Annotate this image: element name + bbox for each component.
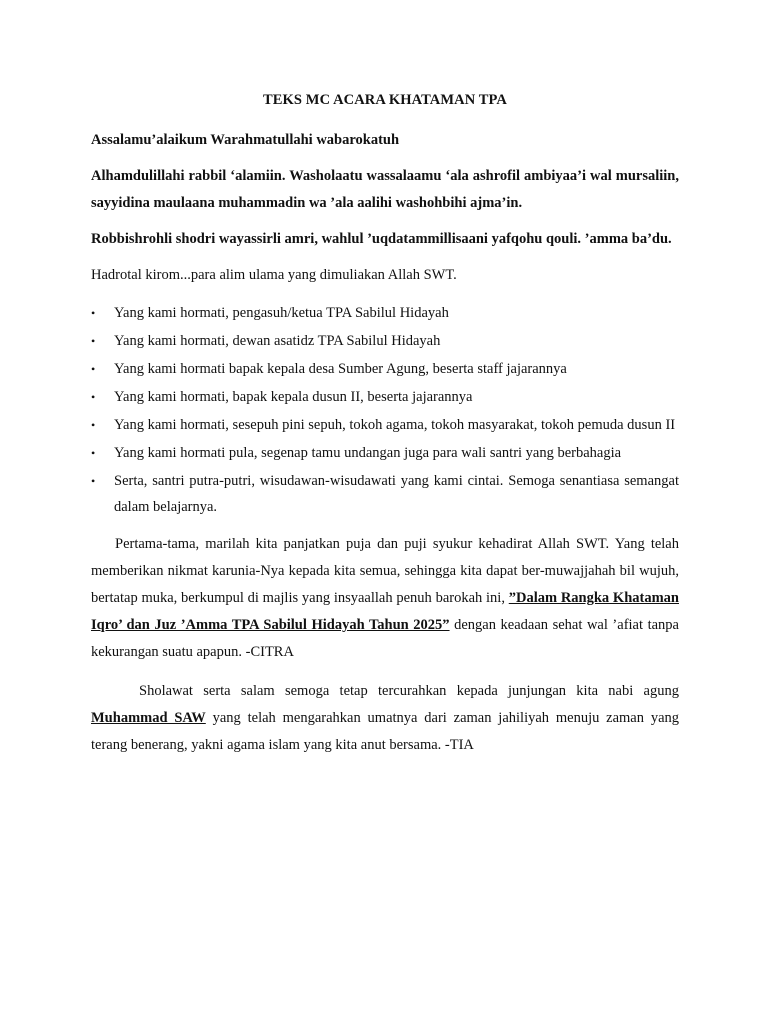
paragraph-opening-thanks <box>91 531 679 666</box>
bullet-icon: • <box>91 362 96 376</box>
document-page <box>91 92 679 759</box>
bullet-icon: • <box>91 418 96 432</box>
list-item-text: Yang kami hormati pula, segenap tamu undangan juga para wali santri yang berbahagia <box>114 445 622 461</box>
list-item <box>91 468 679 520</box>
list-item-text: Serta, santri putra-putri, wisudawan-wisudawati yang kami cintai. Semoga senantiasa semangat dalam belajarnya. <box>114 473 679 515</box>
paragraph-text: dengan keadaan sehat wal ’afiat tanpa kekurangan suatu apapun. -CITRA <box>91 617 679 660</box>
event-name-emphasis: ”Dalam Rangka Khataman Iqro’ dan Juz ’Amma TPA Sabilul Hidayah Tahun 2025” <box>91 590 679 633</box>
list-item-text: Yang kami hormati, dewan asatidz TPA Sabilul Hidayah <box>114 333 441 349</box>
list-item <box>91 440 679 466</box>
respects-list <box>91 300 679 520</box>
list-item <box>91 356 679 382</box>
greeting: Assalamu’alaikum Warahmatullahi wabarokatuh <box>91 132 400 148</box>
document-title: TEKS MC ACARA KHATAMAN TPA <box>262 92 507 108</box>
paragraph-text: Sholawat serta salam semoga tetap tercurahkan kepada junjungan kita nabi agung <box>139 683 679 699</box>
prophet-name-emphasis: Muhammad SAW <box>91 710 206 726</box>
list-item <box>91 384 679 410</box>
opening-praise: Alhamdulillahi rabbil ‘alamiin. Washolaatu wassalaamu ‘ala ashrofil ambiyaa’i wal mursaliin, sayyidina maulaana muhammadin wa ’ala aalihi washohbihi ajma’in. <box>91 168 679 211</box>
bullet-icon: • <box>91 306 96 320</box>
bullet-icon: • <box>91 446 96 460</box>
bullet-icon: • <box>91 390 96 404</box>
list-item-text: Yang kami hormati, bapak kepala dusun II, beserta jajarannya <box>114 389 473 405</box>
list-item-text: Yang kami hormati, sesepuh pini sepuh, tokoh agama, tokoh masyarakat, tokoh pemuda dusun II <box>114 417 676 433</box>
paragraph-text: Pertama-tama, marilah kita panjatkan puja dan puji syukur kehadirat Allah SWT. Yang telah memberikan nikmat karunia-Nya kepada kita semua, sehingga kita dapat ber-muwajjahah bil wujuh, bertatap muka, berkumpul di majlis yang insyaallah penuh barokah ini, <box>91 536 679 606</box>
bullet-icon: • <box>91 334 96 348</box>
list-item <box>91 300 679 326</box>
opening-prayer: Robbishrohli shodri wayassirli amri, wahlul ’uqdatammillisaani yafqohu qouli. ’amma ba’du. <box>91 231 672 247</box>
bullet-icon: • <box>91 474 96 488</box>
paragraph-sholawat <box>91 678 679 759</box>
address-line: Hadrotal kirom...para alim ulama yang dimuliakan Allah SWT. <box>91 267 457 283</box>
list-item-text: Yang kami hormati bapak kepala desa Sumber Agung, beserta staff jajarannya <box>114 361 567 377</box>
paragraph-text: yang telah mengarahkan umatnya dari zaman jahiliyah menuju zaman yang terang benerang, yakni agama islam yang kita anut bersama. -TIA <box>91 710 680 753</box>
list-item <box>91 328 679 354</box>
list-item-text: Yang kami hormati, pengasuh/ketua TPA Sabilul Hidayah <box>114 305 449 321</box>
list-item <box>91 412 679 438</box>
